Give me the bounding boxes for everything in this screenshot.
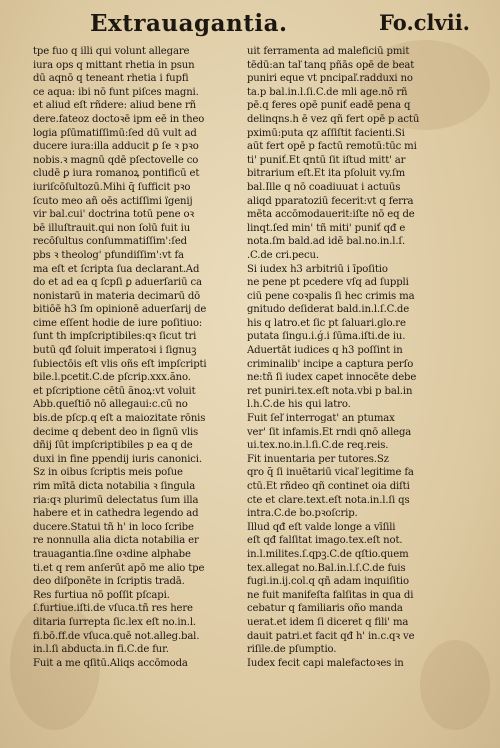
left-text-column [33, 45, 231, 670]
text-line: re nonnulla alia dicta notabilia er [33, 535, 199, 547]
text-line: bal.Ille q nō coadiuuat i actuūs [247, 181, 401, 193]
text-line: nobis.ꝛ magnū qdē pſectovelle co [33, 154, 199, 166]
text-line: nonistarū in materia decimarū dō [33, 290, 201, 302]
text-line: tex.allegat no.Bal.in.l.ſ.C.de fuis [247, 562, 406, 574]
text-line: ret puniri.tex.eſt nota.vbi p bal.in [247, 385, 413, 397]
text-line: ria:qꝛ plurimū delectatus ſum illa [33, 494, 199, 506]
text-line: .C.de cri.pecu. [247, 249, 319, 261]
text-line: ciū pene coꝛpalis ſi hec crimis ma [247, 290, 415, 302]
text-line: ſubiectōis eſt vlis oñs eſt impſcripti [33, 358, 207, 370]
text-line: ſ.furtiue.iſti.de vſuca.tñ res here [33, 603, 193, 615]
text-line: cte et clare.text.eſt nota.in.l.ſi qs [247, 494, 410, 506]
text-line: gnitudo deſiderat bald.in.l.ſ.C.de [247, 304, 410, 316]
text-line: in.l.ſi abducta.in fi.C.de fur. [33, 644, 169, 656]
text-line: fi.bō.ff.de vſuca.quē not.alleg.bal. [33, 630, 200, 642]
text-line: habere et in cathedra legendo ad [33, 508, 199, 520]
text-line: tēdū:an taľ tanq pñās opē de beat [247, 59, 415, 71]
text-line: tpe fuo q illi qui volunt allegare [33, 46, 190, 57]
text-line: Sz in oibus ſcriptis meis poſue [33, 467, 183, 479]
text-line: in.l.milites.ſ.qpꝫ.C.de qſtio.quem [247, 548, 409, 560]
text-line: his q latro.et ſic pt ſaluari.glo.re [247, 317, 406, 329]
text-line: ne pene pt pcedere vſq ad ſuppli [247, 277, 409, 289]
text-line: Fuit a me qſitū.Aliqs accōmoda [33, 657, 188, 669]
text-line: trauagantia.ſine oꝛdine alphabe [33, 548, 191, 560]
text-line: delinqns.h ē vez qñ fert opē p actū [247, 113, 420, 125]
text-line: et pſcriptione cētū ãnoꝝ:vt voluit [33, 385, 196, 397]
text-line: Res furtiua nō poſſit pſcapi. [33, 589, 170, 601]
text-line: Fit inuentaria per tutores.Sz [247, 453, 389, 465]
text-line: uerat.et idem ſi diceret q fili' ma [247, 616, 409, 628]
text-line: iuriſcōſultozū.Mihi q̄ ſufficit pꝛo [33, 181, 191, 193]
text-line: mēta accōmodauerit:iſte nō eq de [247, 209, 415, 221]
text-line: iura ops q mittant rhetia in psun [33, 59, 195, 71]
text-line: Illud qđ eſt valde longe a vīſili [247, 521, 396, 533]
text-line: intra.C.de bo.pꝛoſcrip. [247, 508, 358, 520]
text-line: l.h.C.de his qui latro. [247, 399, 351, 411]
folio-number: Fo.clvii. [379, 10, 470, 35]
text-line: dñij ſūt impſcriptibiles p ea q de [33, 440, 193, 452]
text-line: ta.p bal.in.l.ſi.C.de mli age.nō rñ [247, 86, 408, 98]
text-line: cime eſſent hodie de iure poſitiuo: [33, 317, 203, 329]
text-line: cebatur q familiaris oño manda [247, 603, 403, 615]
text-line: bis.de pſcp.q eſt a maiozitate rōnis [33, 413, 206, 425]
text-line: ducere iura:illa adducit ꝑ ſe ꝛ pꝛo [33, 141, 199, 153]
text-line: pē.q feres opē puniť eadē pena q [247, 100, 411, 112]
text-line: ne fuit manifeſta falſitas in qua di [247, 589, 414, 601]
text-line: ſcuto meo añ oēs actiſſimi ïgenij [33, 195, 193, 207]
text-line: ſunt th impſcriptibiles:qꝛ ſicut tri [33, 331, 197, 343]
text-line: ma eſt et ſcripta ſua declarant.Ad [33, 263, 200, 275]
text-line: ti.et q rem anſerūt apō me alio tpe [33, 562, 205, 574]
text-line: decime q debent deo in ſignū vlis [33, 426, 199, 438]
text-line: butū qđ ſoluit imperatoꝛi i ſignuꝫ [33, 345, 197, 357]
text-line: dere.fateoz doctoꝛē ipm eē in theo [33, 113, 205, 125]
text-line: recōſultus conſummatiſſim':ſed [33, 236, 187, 248]
text-line: ui.tex.no.in.l.ſi.C.de req.reis. [247, 440, 389, 452]
text-line: ce aqua: ibi nō funt piſces magni. [33, 86, 199, 98]
text-line: puniri eque vt pncipaľ.radduxi no [247, 73, 413, 85]
text-line: nota.ſm bald.ad idē bal.no.in.l.ſ. [247, 236, 406, 248]
text-line: Abb.queſtiō nō allegaui:c.cū no [33, 399, 188, 411]
text-line: deo diſponēte in ſcriptis tradā. [33, 576, 185, 588]
text-line: cludē ꝑ iura romanoꝝ pontificū et [33, 168, 200, 180]
text-line: pximū:puta qz aſſiſtit facienti.Si [247, 127, 405, 139]
text-line: qro q̄ ſi inuētariū vicaľ legitime fa [247, 467, 414, 479]
text-line: ducere.Statui tñ h' in loco ſcribe [33, 521, 194, 533]
text-line: linqt.ſed min' tñ miti' puniť qđ e [247, 222, 406, 234]
text-line: dauit patri.et facit qđ h' in.c.qꝛ ve [247, 630, 415, 642]
text-line: criminalib' incipe a captura perſo [247, 358, 414, 370]
text-line: do et ad ea q ſcpſi ꝑ aduerſariū ca [33, 277, 202, 289]
text-line: Iudex fecit capi malefactoꝛes in [247, 657, 404, 669]
text-line: uit ferramenta ad maleficiū pmit [247, 46, 410, 57]
text-line: bitrarium eſt.Et ita pſoluit vy.ſm [247, 168, 406, 180]
text-line: logia pſūmatiſſimū:ſed dū vult ad [33, 127, 197, 139]
text-line: rim mītā dicta notabilia ꝛ ſingula [33, 481, 196, 492]
text-line: ver' ſit infamis.Et rndi qnō allega [247, 426, 412, 438]
right-text-column [247, 45, 445, 670]
text-line: et aliud eſt rñdere: aliud bene rñ [33, 100, 197, 112]
page-header [70, 10, 470, 40]
text-line: riſile.de pſumptio. [247, 644, 337, 656]
text-line: pbs ꝛ theolog' pfundiſſim':vt fa [33, 249, 184, 261]
text-line: bitiōē h3 ſm opinionē aduerſarij de [33, 304, 207, 316]
running-title: Extrauagantia. [90, 10, 288, 37]
text-line: duxi in fine ppendij iuris canonici. [33, 453, 202, 465]
text-line: Si iudex h3 arbitriū i īpoſitio [247, 263, 388, 275]
text-line: aūt fert opē p factū remotū:tūc mi [247, 141, 417, 153]
text-line: ditaria ſurrepta ſic.lex eſt no.in.l. [33, 616, 196, 628]
text-line: ti' puniť.Et qntū ſit iſtud mitt' ar [247, 154, 406, 166]
text-line: Aduertāt iudices q h3 poſſint in [247, 345, 403, 357]
text-line: aliqd pparatoziū fecerit:vt q ferra [247, 195, 414, 207]
text-line: vir bal.cui' doctrina totū pene oꝛ [33, 209, 195, 221]
text-line: fugi.in.ij.col.q qñ adam inquiſitio [247, 576, 409, 588]
text-line: eſt qđ falſitat imago.tex.eſt not. [247, 535, 403, 547]
text-line: ne:tñ ſi iudex capet innocēte debe [247, 372, 417, 384]
text-line: dū aqnō q teneant rhetia i fupfi [33, 73, 189, 85]
text-line: ctū.Et rñdeo qñ continet oia diſti [247, 481, 410, 492]
text-line: bile.l.pcetit.C.de pſcrip.xxx.ãno. [33, 372, 191, 384]
text-line: bē illuſtrauit.qui non ſolū fuit iu [33, 222, 191, 234]
text-line: putata ſingu.i.ǵ.i ſūma.iſti.de iu. [247, 331, 406, 343]
text-line: Fuit ſeľ interrogat' an ptumax [247, 413, 395, 425]
